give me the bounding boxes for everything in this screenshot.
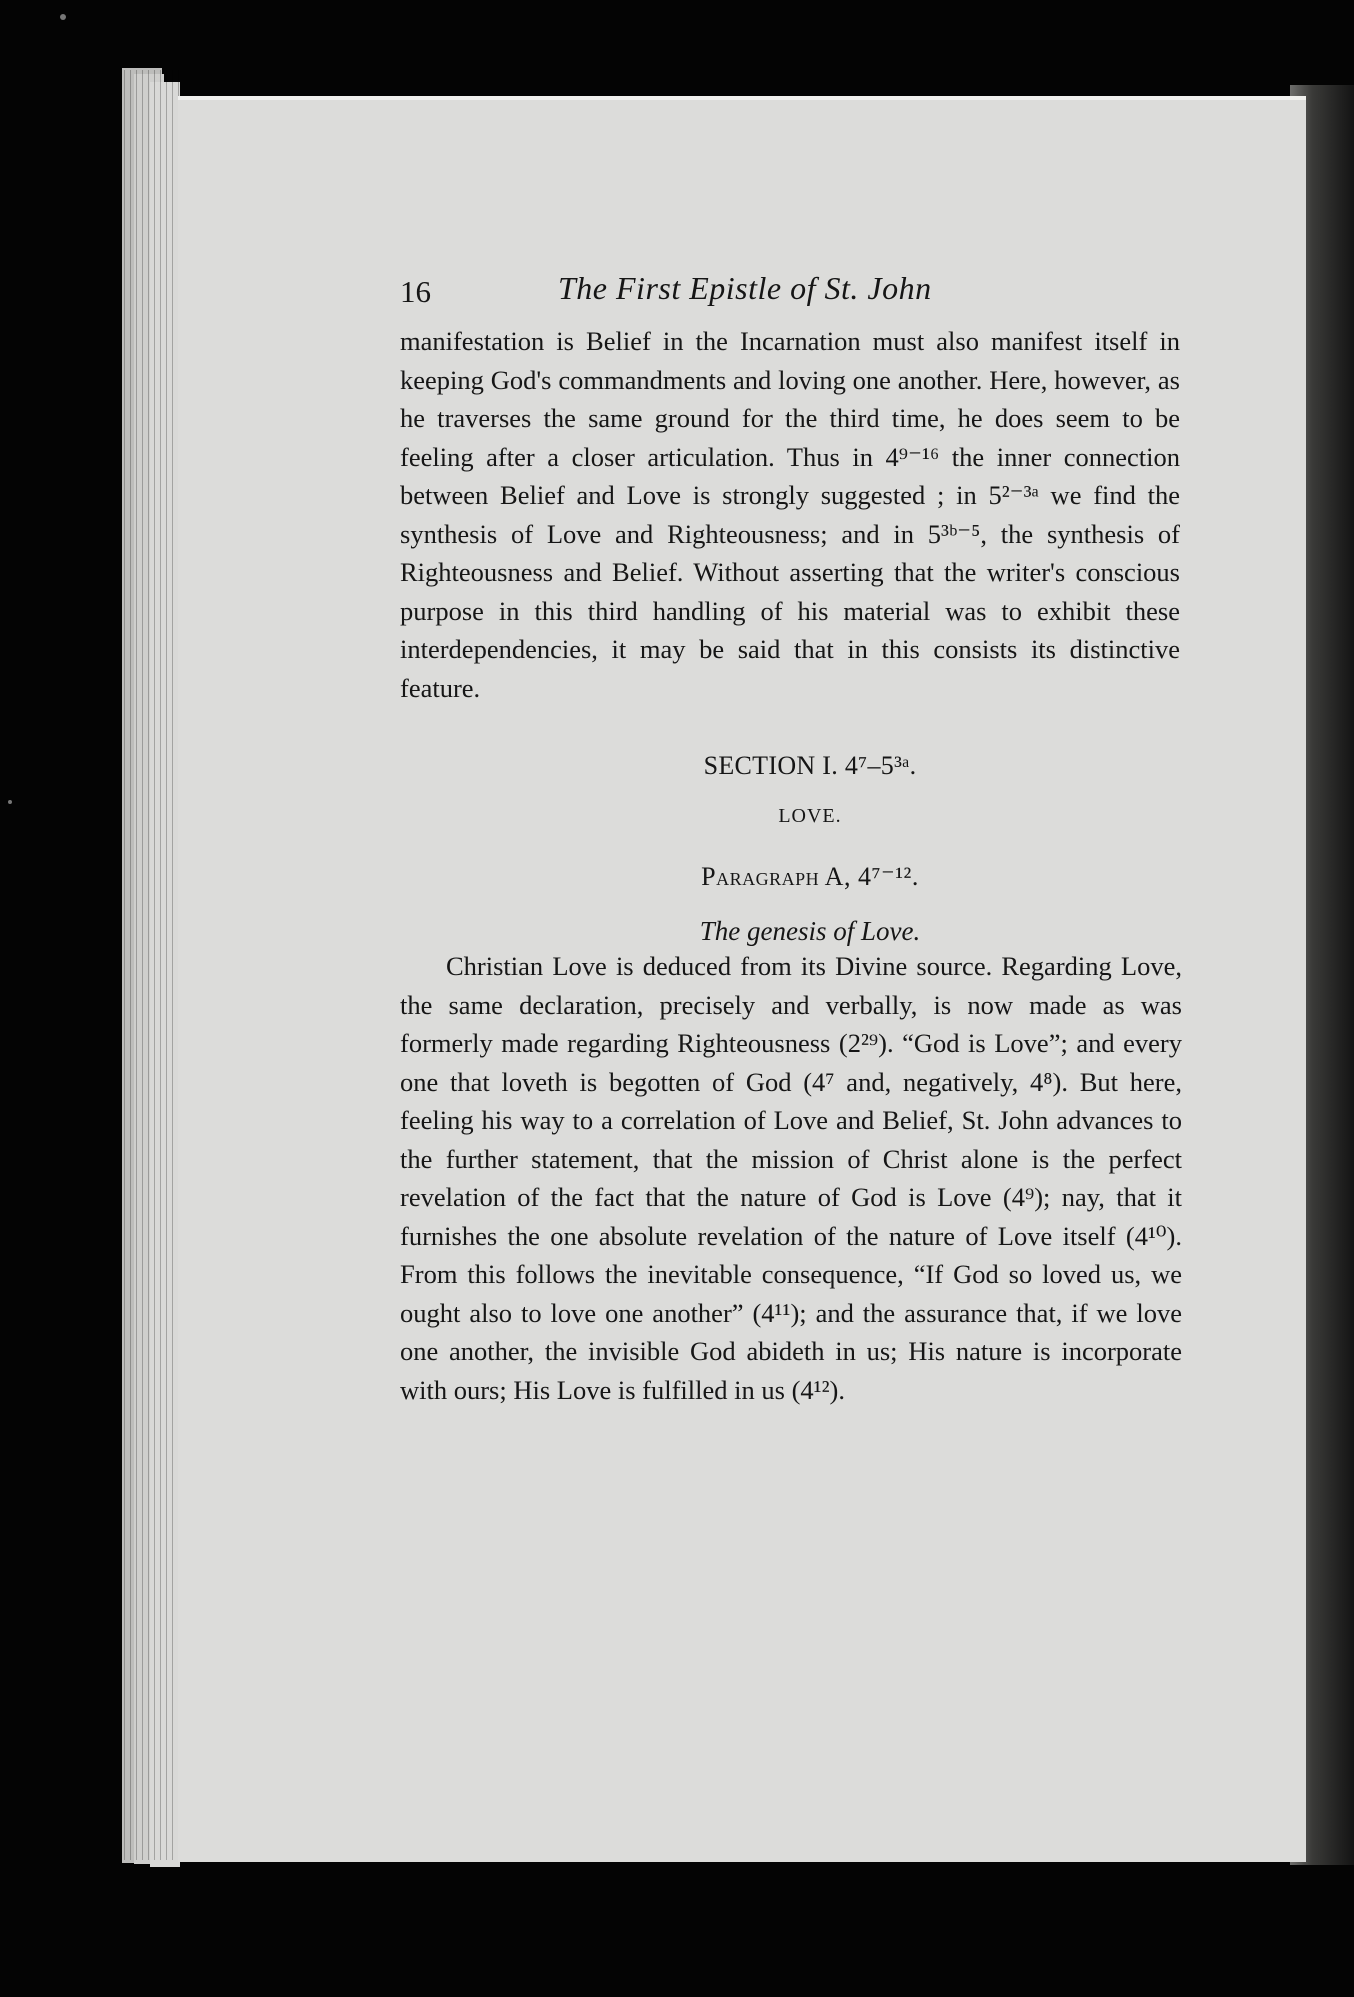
intro-paragraph: manifestation is Belief in the Incarnation must also manifest itself in keeping God's commandments and loving one another. Here, however, as he traverses the same ground for the third time, he does seem to be feeling after a closer articulation. Thus in 4⁹⁻¹⁶ the inner connection between Belief and Love is strongly suggested ; in 5²⁻³ᵃ we find the synthesis of Love and Righteousness; and in 5³ᵇ⁻⁵, the synthesis of Righteousness and Belief. Without asserting that the writer's conscious purpose in this third handling of his material was to exhibit these interdependencies, it may be said that in this consists its distinctive feature. — [400, 326, 1180, 703]
main-paragraph: Christian Love is deduced from its Divine source. Regarding Love, the same declaration, precisely and verbally, is now made as was formerly made regarding Righteousness (2²⁹). “God is Love”; and every one that loveth is begotten of God (4⁷ and, negatively, 4⁸). But here, feeling his way to a correlation of Love and Belief, St. John advances to the further statement, that the mission of Christ alone is the perfect revelation of the fact that the nature of God is Love (4⁹); nay, that it furnishes the one absolute revelation of the nature of Love itself (4¹⁰). From this follows the inevitable consequence, “If God so loved us, we ought also to love one another” (4¹¹); and the assurance that, if we love one another, the invisible God abideth in us; His nature is incorporate with ours; His Love is fulfilled in us (4¹²). — [400, 951, 1182, 1405]
paragraph-heading: Paragraph A, 4⁷⁻¹². — [701, 862, 919, 891]
section-heading: SECTION I. 4⁷–5³ᵃ. — [703, 751, 917, 780]
dust-speck — [8, 800, 12, 804]
page-text — [400, 270, 1180, 1409]
dust-speck — [60, 14, 66, 20]
running-title: The First Epistle of St. John — [558, 270, 932, 306]
paragraph-subtitle: The genesis of Love. — [699, 916, 921, 946]
page-edge-lines — [124, 70, 184, 1860]
page-header — [400, 270, 1180, 322]
page-number: 16 — [400, 274, 431, 309]
section-subheading: LOVE. — [778, 805, 842, 827]
